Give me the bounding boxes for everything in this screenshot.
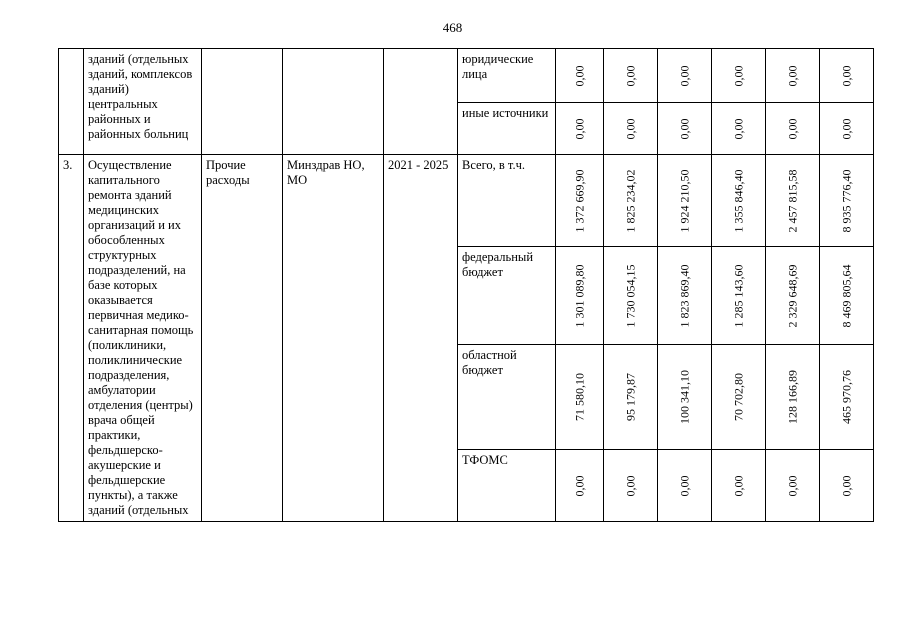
value-text: 0,00 <box>623 65 637 86</box>
value-cell <box>820 450 874 522</box>
value-cell <box>604 155 658 247</box>
value-text: 1 372 669,90 <box>572 169 586 232</box>
value-text: 1 355 846,40 <box>731 169 745 232</box>
executor-cell: Минздрав НО, МО <box>283 155 384 522</box>
value-cell <box>658 450 712 522</box>
row-number-cell <box>59 49 84 155</box>
funding-source-cell: ТФОМС <box>458 450 556 522</box>
value-text: 0,00 <box>623 475 637 496</box>
value-cell <box>556 247 604 345</box>
value-text: 100 341,10 <box>677 370 691 424</box>
funding-source-cell: областной бюджет <box>458 345 556 450</box>
row-number-cell: 3. <box>59 155 84 522</box>
value-text: 1 823 869,40 <box>677 264 691 327</box>
value-cell <box>658 155 712 247</box>
value-cell <box>556 345 604 450</box>
description-cell: Осуществление капитального ремонта зданий медицинских организаций и их обособленных структурных подразделений, на базе которых оказывается первичная медико-санитарная помощь (поликлиники, поликлинические подразделения, амбулатории отделения (центры) врача общей практики, фельдшерско-акушерские и фельдшерские пункты), а также зданий (отдельных <box>84 155 202 522</box>
value-cell <box>712 103 766 155</box>
value-cell <box>820 345 874 450</box>
value-cell <box>712 345 766 450</box>
value-cell <box>556 103 604 155</box>
value-text: 0,00 <box>785 118 799 139</box>
page-number: 468 <box>442 20 463 35</box>
value-cell <box>604 450 658 522</box>
value-text: 0,00 <box>572 65 586 86</box>
value-cell <box>766 345 820 450</box>
value-cell <box>556 155 604 247</box>
value-text: 0,00 <box>677 475 691 496</box>
value-cell <box>604 49 658 103</box>
value-text: 8 469 805,64 <box>839 264 853 327</box>
value-cell <box>712 49 766 103</box>
value-text: 0,00 <box>572 475 586 496</box>
value-text: 1 285 143,60 <box>731 264 745 327</box>
value-text: 0,00 <box>731 475 745 496</box>
value-text: 0,00 <box>785 65 799 86</box>
executor-cell <box>283 49 384 155</box>
funding-source-cell: иные источники <box>458 103 556 155</box>
value-text: 0,00 <box>839 118 853 139</box>
value-text: 71 580,10 <box>572 373 586 421</box>
value-text: 0,00 <box>731 65 745 86</box>
value-cell <box>820 155 874 247</box>
value-cell <box>556 450 604 522</box>
value-cell <box>766 247 820 345</box>
value-text: 128 166,89 <box>785 370 799 424</box>
value-text: 0,00 <box>839 65 853 86</box>
expense-type-cell: Прочие расходы <box>202 155 283 522</box>
expense-type-cell <box>202 49 283 155</box>
value-text: 8 935 776,40 <box>839 169 853 232</box>
value-text: 2 329 648,69 <box>785 264 799 327</box>
period-cell: 2021 - 2025 <box>384 155 458 522</box>
value-cell <box>604 103 658 155</box>
value-text: 0,00 <box>677 118 691 139</box>
value-text: 95 179,87 <box>623 373 637 421</box>
value-cell <box>712 155 766 247</box>
value-text: 2 457 815,58 <box>785 169 799 232</box>
period-cell <box>384 49 458 155</box>
value-cell <box>604 247 658 345</box>
value-cell <box>712 247 766 345</box>
funding-source-cell: юридические лица <box>458 49 556 103</box>
value-cell <box>658 247 712 345</box>
description-cell: зданий (отдельных зданий, комплексов зданий) центральных районных и районных больниц <box>84 49 202 155</box>
value-text: 0,00 <box>677 65 691 86</box>
value-text: 70 702,80 <box>731 373 745 421</box>
value-cell <box>766 450 820 522</box>
value-cell <box>766 155 820 247</box>
value-cell <box>820 49 874 103</box>
value-text: 1 825 234,02 <box>623 169 637 232</box>
value-cell <box>604 345 658 450</box>
value-text: 0,00 <box>839 475 853 496</box>
value-cell <box>658 49 712 103</box>
funding-source-cell: федеральный бюджет <box>458 247 556 345</box>
value-cell <box>820 103 874 155</box>
value-cell <box>820 247 874 345</box>
value-text: 0,00 <box>785 475 799 496</box>
value-cell <box>658 345 712 450</box>
value-text: 0,00 <box>572 118 586 139</box>
table-row <box>59 155 874 247</box>
value-text: 0,00 <box>623 118 637 139</box>
value-text: 0,00 <box>731 118 745 139</box>
value-cell <box>658 103 712 155</box>
value-text: 1 730 054,15 <box>623 264 637 327</box>
value-cell <box>766 49 820 103</box>
value-text: 1 301 089,80 <box>572 264 586 327</box>
value-cell <box>556 49 604 103</box>
table-row <box>59 49 874 103</box>
funding-source-cell: Всего, в т.ч. <box>458 155 556 247</box>
value-cell <box>712 450 766 522</box>
value-text: 465 970,76 <box>839 370 853 424</box>
value-cell <box>766 103 820 155</box>
value-text: 1 924 210,50 <box>677 169 691 232</box>
program-table <box>58 48 874 522</box>
